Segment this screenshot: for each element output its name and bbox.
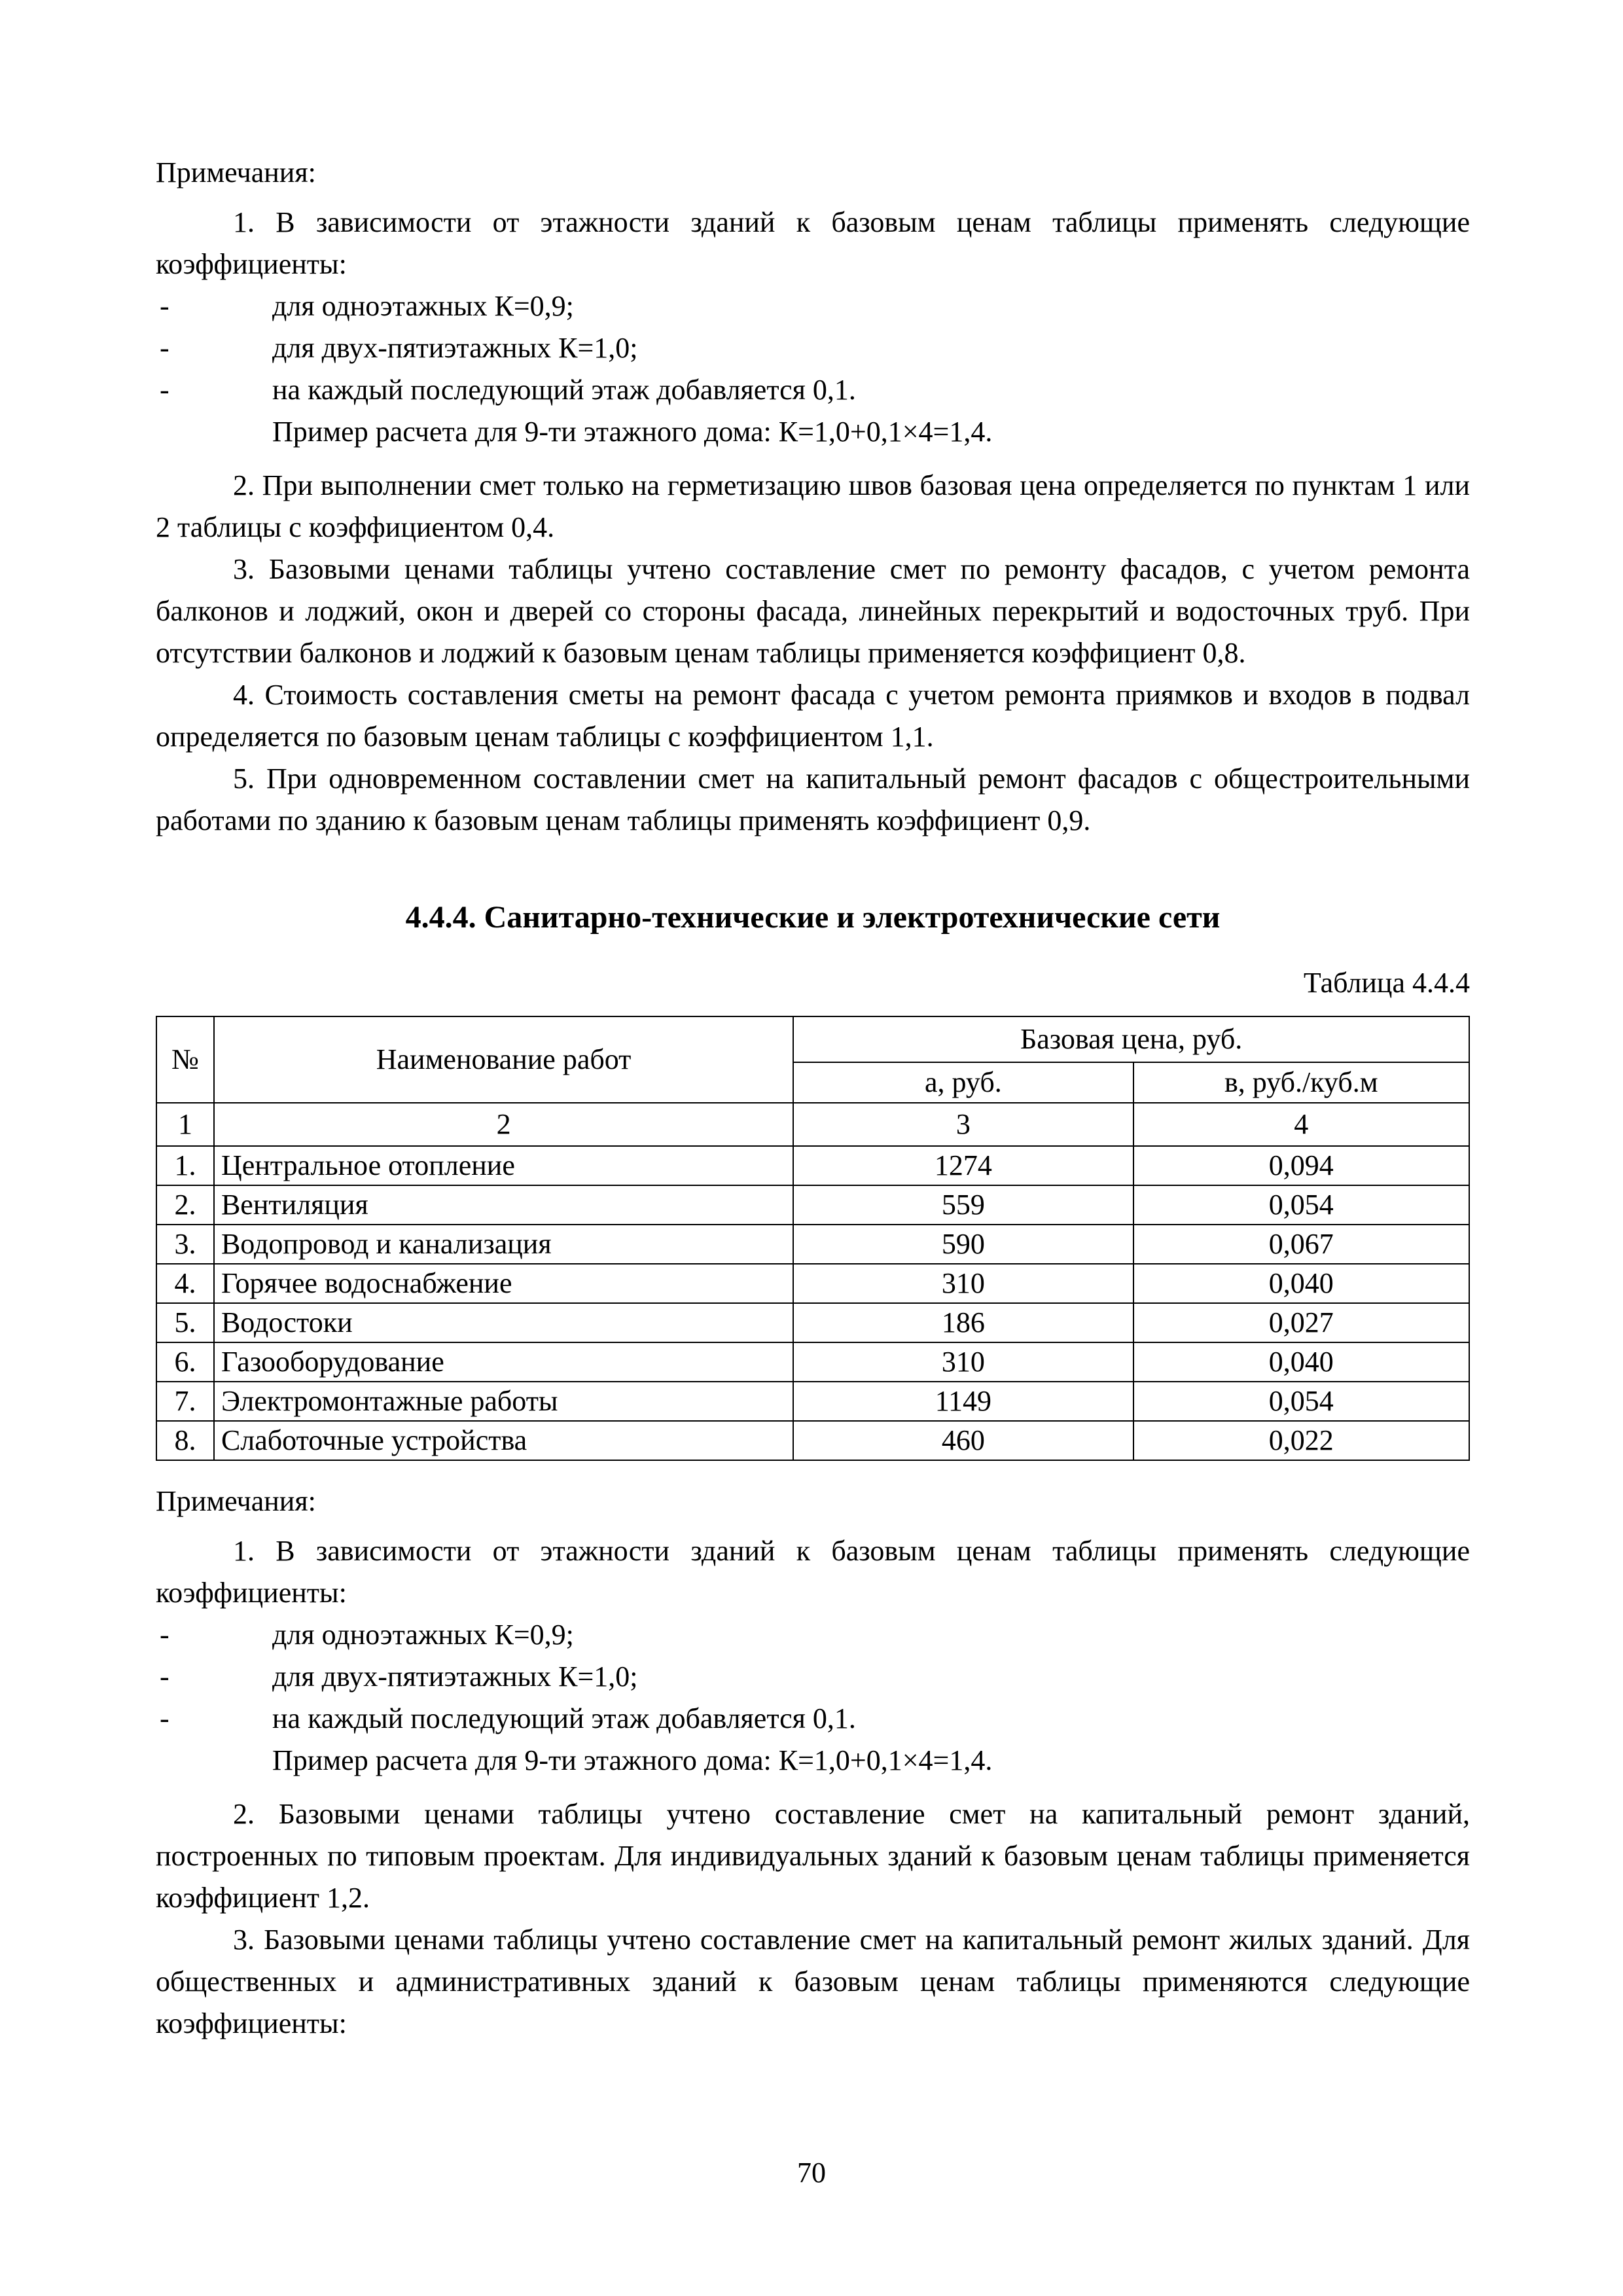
header-work-name: Наименование работ: [214, 1016, 793, 1103]
dash-marker: -: [160, 1619, 169, 1651]
column-number: 3: [793, 1103, 1133, 1146]
row-work-name: Вентиляция: [214, 1185, 793, 1225]
row-price-a: 460: [793, 1421, 1133, 1460]
row-price-a: 310: [793, 1264, 1133, 1303]
coefficient-item: - на каждый последующий этаж добавляется 0,1.: [156, 1698, 1470, 1740]
row-no: 5.: [156, 1303, 214, 1342]
table-row: [156, 1264, 1469, 1303]
coefficient-item: - для одноэтажных К=0,9;: [156, 1614, 1470, 1656]
note-4: 4. Стоимость составления сметы на ремонт фасада с учетом ремонта приямков и входов в подвал определяется по базовым ценам таблицы с коэффициентом 1,1.: [156, 679, 1470, 753]
column-number: 4: [1133, 1103, 1469, 1146]
section-title: 4.4.4. Санитарно-технические и электротехнические сети: [405, 900, 1221, 935]
note-2: 2. При выполнении смет только на герметизацию швов базовая цена определяется по пунктам 1 или 2 таблицы с коэффициентом 0,4.: [156, 469, 1470, 543]
header-price-a: а, руб.: [793, 1062, 1133, 1103]
header-base-price: Базовая цена, руб.: [793, 1016, 1469, 1062]
row-price-a: 1149: [793, 1382, 1133, 1421]
note-1: 1. В зависимости от этажности зданий к базовым ценам таблицы применять следующие коэффициенты:: [156, 1535, 1470, 1609]
header-no: №: [156, 1016, 214, 1103]
note-3: 3. Базовыми ценами таблицы учтено составление смет на капитальный ремонт жилых зданий. Для общественных и административных зданий к базовым ценам таблицы применяются следующие коэффициенты:: [156, 1924, 1470, 2039]
row-price-b: 0,094: [1133, 1146, 1469, 1185]
notes-heading: Примечания:: [156, 156, 316, 188]
row-price-b: 0,022: [1133, 1421, 1469, 1460]
table-header-row: [156, 1016, 1469, 1062]
price-table: [156, 1016, 1470, 1461]
note-1: 1. В зависимости от этажности зданий к базовым ценам таблицы применять следующие коэффициенты:: [156, 206, 1470, 280]
column-number-row: [156, 1103, 1469, 1146]
table-row: [156, 1303, 1469, 1342]
table-row: [156, 1146, 1469, 1185]
row-price-b: 0,067: [1133, 1225, 1469, 1264]
row-no: 8.: [156, 1421, 214, 1460]
row-no: 1.: [156, 1146, 214, 1185]
row-work-name: Слаботочные устройства: [214, 1421, 793, 1460]
dash-marker: -: [160, 332, 169, 364]
row-price-a: 186: [793, 1303, 1133, 1342]
table-row: [156, 1342, 1469, 1382]
row-work-name: Электромонтажные работы: [214, 1382, 793, 1421]
column-number: 1: [156, 1103, 214, 1146]
page-number: 70: [797, 2157, 826, 2189]
row-no: 2.: [156, 1185, 214, 1225]
header-price-b: в, руб./куб.м: [1133, 1062, 1469, 1103]
note-3: 3. Базовыми ценами таблицы учтено составление смет по ремонту фасадов, с учетом ремонта балконов и лоджий, окон и дверей со стороны фасада, линейных перекрытий и водосточных труб. При отсутствии балконов и лоджий к базовым ценам таблицы применяется коэффициент 0,8.: [156, 553, 1470, 669]
note-5: 5. При одновременном составлении смет на капитальный ремонт фасадов с общестроительными работами по зданию к базовым ценам таблицы применять коэффициент 0,9.: [156, 762, 1470, 836]
row-work-name: Центральное отопление: [214, 1146, 793, 1185]
notes-heading: Примечания:: [156, 1485, 316, 1517]
row-price-b: 0,040: [1133, 1264, 1469, 1303]
row-no: 4.: [156, 1264, 214, 1303]
table-caption: Таблица 4.4.4: [1303, 967, 1470, 999]
coefficient-item: - для двух-пятиэтажных К=1,0;: [156, 1656, 1470, 1698]
row-no: 6.: [156, 1342, 214, 1382]
row-work-name: Водостоки: [214, 1303, 793, 1342]
coefficient-item: - для одноэтажных К=0,9;: [156, 285, 1470, 327]
row-price-b: 0,054: [1133, 1185, 1469, 1225]
table-row: [156, 1185, 1469, 1225]
row-no: 3.: [156, 1225, 214, 1264]
coefficient-item: - на каждый последующий этаж добавляется 0,1.: [156, 369, 1470, 411]
dash-marker: -: [160, 1660, 169, 1693]
row-price-b: 0,027: [1133, 1303, 1469, 1342]
row-price-b: 0,040: [1133, 1342, 1469, 1382]
row-price-a: 310: [793, 1342, 1133, 1382]
column-number: 2: [214, 1103, 793, 1146]
row-price-a: 590: [793, 1225, 1133, 1264]
row-price-a: 1274: [793, 1146, 1133, 1185]
dash-marker: -: [160, 1702, 169, 1734]
coefficient-item: - для двух-пятиэтажных К=1,0;: [156, 327, 1470, 369]
row-work-name: Водопровод и канализация: [214, 1225, 793, 1264]
row-price-a: 559: [793, 1185, 1133, 1225]
calculation-example: Пример расчета для 9-ти этажного дома: К=1,0+0,1×4=1,4.: [272, 416, 993, 448]
dash-marker: -: [160, 290, 169, 322]
dash-marker: -: [160, 374, 169, 406]
document-page: [156, 152, 1470, 2045]
note-2: 2. Базовыми ценами таблицы учтено составление смет на капитальный ремонт зданий, построенных по типовым проектам. Для индивидуальных зданий к базовым ценам таблицы применяется коэффициент 1,2.: [156, 1798, 1470, 1914]
row-work-name: Газооборудование: [214, 1342, 793, 1382]
table-row: [156, 1382, 1469, 1421]
row-price-b: 0,054: [1133, 1382, 1469, 1421]
row-work-name: Горячее водоснабжение: [214, 1264, 793, 1303]
table-row: [156, 1225, 1469, 1264]
calculation-example: Пример расчета для 9-ти этажного дома: К=1,0+0,1×4=1,4.: [272, 1744, 993, 1776]
table-row: [156, 1421, 1469, 1460]
row-no: 7.: [156, 1382, 214, 1421]
